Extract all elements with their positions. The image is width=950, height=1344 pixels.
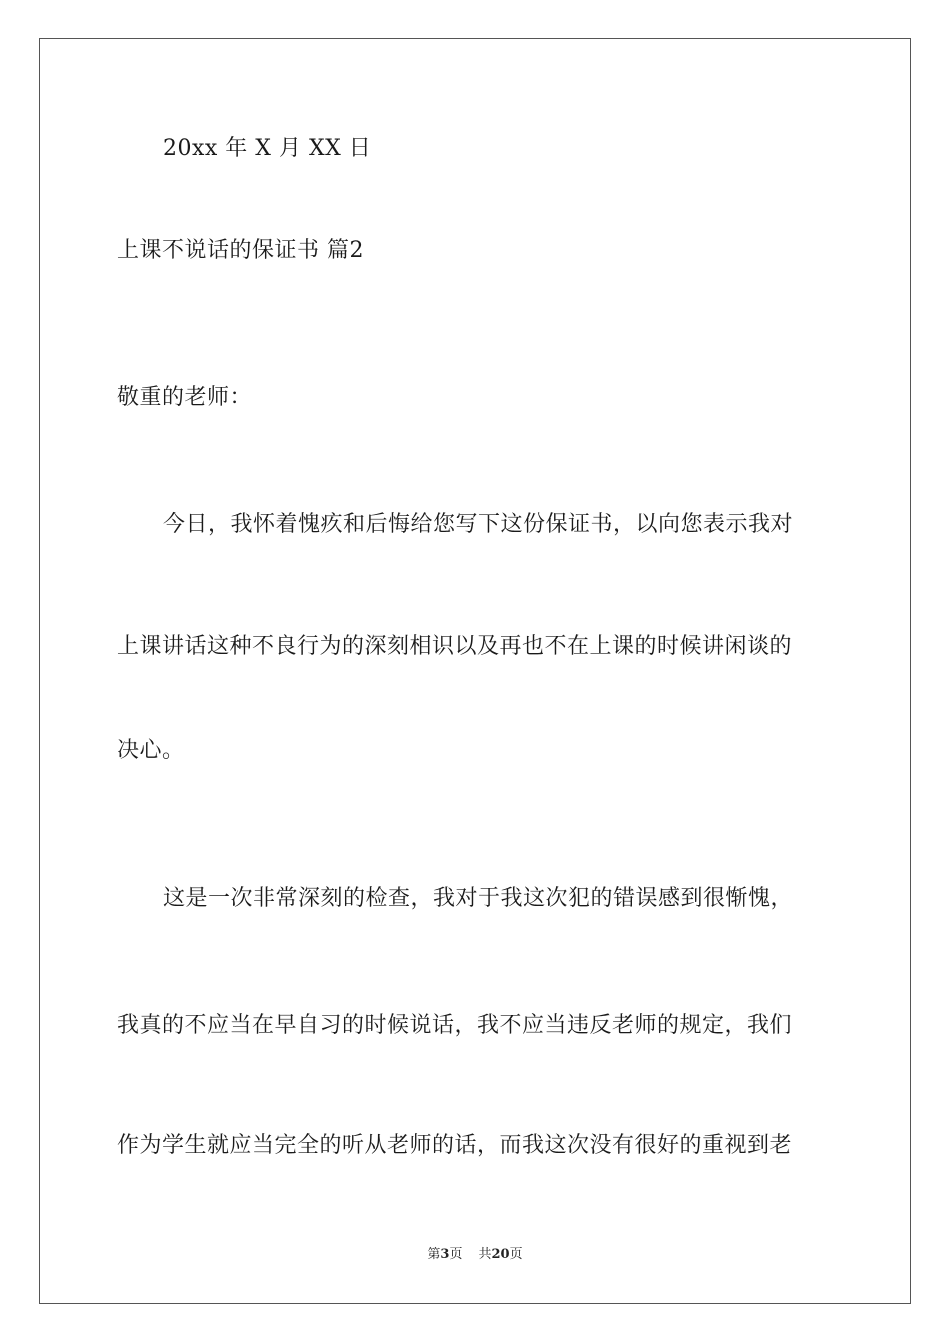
page-suffix: 页 [449,1247,463,1262]
page-border [39,38,911,1304]
paragraph-line: 作为学生就应当完全的听从老师的话，而我这次没有很好的重视到老 [117,1133,793,1158]
date-line: 20xx 年 X 月 XX 日 [163,136,372,161]
current-page-number: 3 [440,1247,450,1262]
salutation: 敬重的老师： [117,385,253,410]
section-heading: 上课不说话的保证书 篇2 [117,238,364,263]
paragraph-line: 上课讲话这种不良行为的深刻相识以及再也不在上课的时候讲闲谈的 [117,634,793,659]
total-prefix: 共 [478,1247,492,1262]
total-suffix: 页 [509,1247,523,1262]
paragraph-line: 决心。 [117,738,185,763]
paragraph-line: 今日，我怀着愧疚和后悔给您写下这份保证书，以向您表示我对 [163,512,794,537]
page-prefix: 第 [427,1247,441,1262]
paragraph-line: 我真的不应当在早自习的时候说话，我不应当违反老师的规定，我们 [117,1013,793,1038]
page-footer [0,1246,950,1264]
total-page-count: 20 [491,1247,510,1262]
paragraph-line: 这是一次非常深刻的检查，我对于我这次犯的错误感到很惭愧， [163,886,794,911]
